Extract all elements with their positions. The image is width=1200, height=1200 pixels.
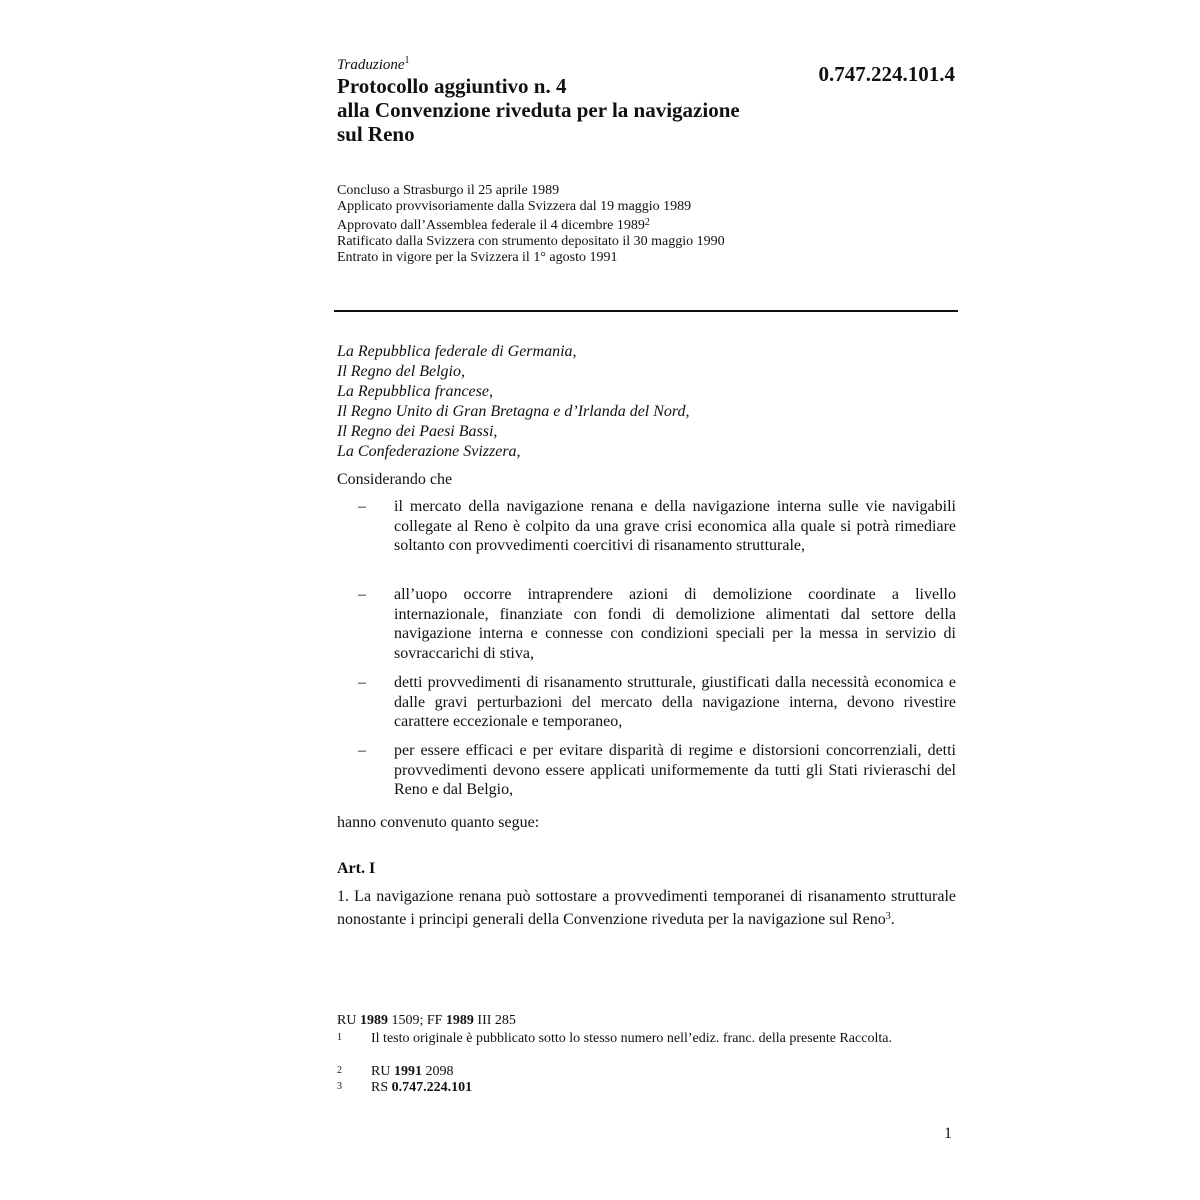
footnote-text: RU 1991 2098 xyxy=(371,1064,454,1079)
page-number: 1 xyxy=(944,1125,952,1142)
footnote-number: 3 xyxy=(337,1081,342,1092)
dash-marker: – xyxy=(358,586,366,603)
dash-marker: – xyxy=(358,498,366,515)
considering-intro: Considerando che xyxy=(337,471,453,488)
in-force-line: Entrato in vigore per la Svizzera il 1° agosto 1991 xyxy=(337,250,618,265)
title-line: Protocollo aggiuntivo n. 4 xyxy=(337,74,567,98)
title-line: alla Convenzione riveduta per la navigazione xyxy=(337,98,740,122)
footnote xyxy=(337,1032,956,1064)
dash-marker: – xyxy=(358,742,366,759)
party: La Repubblica federale di Germania, xyxy=(337,343,577,360)
document-number: 0.747.224.101.4 xyxy=(818,62,955,86)
ratified-line: Ratificato dalla Svizzera con strumento depositato il 30 maggio 1990 xyxy=(337,234,725,249)
treaty-dates xyxy=(337,183,725,266)
agreement-clause: hanno convenuto quanto segue: xyxy=(337,814,540,831)
concluded-line: Concluso a Strasburgo il 25 aprile 1989 xyxy=(337,183,560,198)
title-line: sul Reno xyxy=(337,122,415,146)
party: La Confederazione Svizzera, xyxy=(337,443,521,460)
translation-label: Traduzione$^1$ xyxy=(337,55,410,73)
approved-line: Approvato dall’Assemblea federale il 4 dicembre 1989$^2$ xyxy=(337,217,650,233)
horizontal-rule xyxy=(334,310,958,312)
footnote-ref-2[interactable]: 2 xyxy=(644,217,650,228)
recital-text: il mercato della navigazione renana e della navigazione interna sulle vie navigabili collegate al Reno è colpito da una grave crisi economica alla quale si potrà rimediare soltanto con provvedimenti coercitivi di risanamento strutturale, xyxy=(394,498,956,554)
footnote-text: RS 0.747.224.101 xyxy=(371,1080,473,1095)
recital-text: per essere efficaci e per evitare disparità di regime e distorsioni concorrenziali, detti provvedimenti devono essere applicati uniformemente da tutti gli Stati rivieraschi del Reno e dal Belgio, xyxy=(394,742,956,798)
article-paragraph: 1. La navigazione renana può sottostare a provvedimenti temporanei di risanamento strutturale nonostante i principi generali della Convenzione riveduta per la navigazione sul Reno$^3$. xyxy=(337,888,956,928)
recital-text: detti provvedimenti di risanamento strutturale, giustificati dalla necessità economica e dalle gravi perturbazioni del mercato della navigazione interna, devono rivestire carattere eccezionale e temporaneo, xyxy=(394,674,956,730)
footnote-number: 2 xyxy=(337,1065,342,1076)
party: Il Regno Unito di Gran Bretagna e d’Irlanda del Nord, xyxy=(337,403,690,420)
recital-text: all’uopo occorre intraprendere azioni di demolizione coordinate a livello internazionale, finanziate con fondi di demolizione alimentati dal settore della navigazione interna e connesse con condizioni speciali per la messa in servizio di sovraccarichi di stiva, xyxy=(394,586,956,662)
article-heading: Art. I xyxy=(337,860,376,877)
party: Il Regno dei Paesi Bassi, xyxy=(337,423,498,440)
party: Il Regno del Belgio, xyxy=(337,363,465,380)
footnote xyxy=(337,1081,956,1096)
document-title xyxy=(337,74,817,146)
provisional-line: Applicato provvisoriamente dalla Svizzera dal 19 maggio 1989 xyxy=(337,199,692,214)
footnote-ref-1[interactable]: 1 xyxy=(404,55,410,66)
footnote-text: Il testo originale è pubblicato sotto lo stesso numero nell’ediz. franc. della presente Raccolta. xyxy=(371,1031,892,1046)
party: La Repubblica francese, xyxy=(337,383,493,400)
publication-reference: RU 1989 1509; FF 1989 III 285 xyxy=(337,1013,516,1028)
footnote xyxy=(337,1065,956,1080)
contracting-parties xyxy=(337,342,690,462)
footnote-ref-3[interactable]: 3 xyxy=(885,910,891,922)
dash-marker: – xyxy=(358,674,366,691)
footnote-number: 1 xyxy=(337,1032,342,1043)
